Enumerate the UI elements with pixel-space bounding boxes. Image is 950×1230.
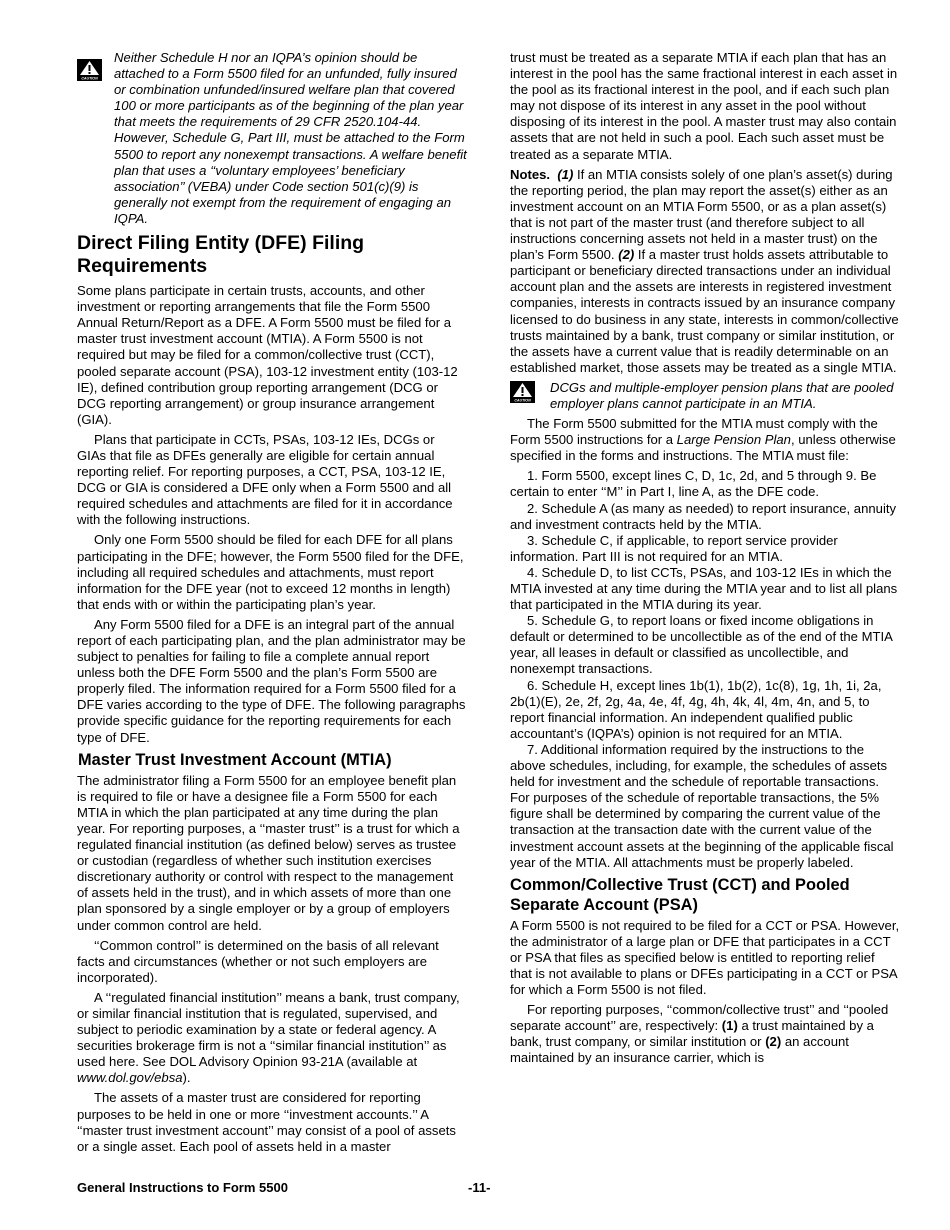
mtia-paragraph-1: The administrator filing a Form 5500 for an employee benefit plan is required to file or have a designee file a Form 5500 for each MTIA in which the plan participated at any time during the plan year. For reporting purposes, a ‘‘master trust’’ is a trust for which a regulated financial institution (as defined below) serves as trustee or custodian (regardless of whether such institution exercises discretionary authority or control with respect to the management of assets held in the trust), and in which assets of more than one plan sponsored by a single employer or by a group of employers under common control are held.	[77, 772, 460, 933]
mtia-filing-list	[510, 468, 900, 870]
caution-text: Neither Schedule H nor an IQPA’s opinion should be attached to a Form 5500 filed for an unfunded, fully insured or combination unfunded/insured welfare plan that covered 100 or more participants as of the beginning of the plan year that meets the requirements of 29 CFR 2520.104-44. However, Schedule G, Part III, must be attached to the Form 5500 to report any nonexempt transactions. A welfare benefit plan that uses a ‘‘voluntary employees’ beneficiary association’’ (VEBA) under Code section 501(c)(9) is generally not exempt from the requirement of engaging an IQPA.	[114, 50, 467, 226]
cct-paragraph-1: A Form 5500 is not required to be filed for a CCT or PSA. However, the administrator of a large plan or DFE that participates in a CCT or PSA that files as specified below is entitled to reporting relief that is not available to plans or DFEs participating in a CCT or PSA for which a Form 5500 is not filed.	[510, 917, 900, 998]
left-column	[77, 50, 467, 1159]
mtia-p3-text-a: A ‘‘regulated financial institution’’ means a bank, trust company, or similar financial institution that is regulated, supervised, and subject to periodic examination by a state or federal agency. A securities brokerage firm is not a ‘‘similar financial institution’’ as used here. See DOL Advisory Opinion 93-21A (available at	[77, 989, 460, 1070]
caution-note	[77, 50, 467, 227]
list-item: 6. Schedule H, except lines 1b(1), 1b(2), 1c(8), 1g, 1h, 1i, 2a, 2b(1)(E), 2e, 2f, 2g, 4a, 4e, 4f, 4g, 4h, 4k, 4l, 4m, 4n, and 5, to report financial information. An independent qualified public accountant’s (IQPA’s) opinion is not required for an MTIA.	[510, 677, 882, 741]
mtia-req-italic: Large Pension Plan	[676, 432, 791, 448]
mtia-p3-text-b: ).	[182, 1070, 191, 1086]
list-item: 1. Form 5500, except lines C, D, 1c, 2d, and 5 through 9. Be certain to enter ‘‘M’’ in Part I, line A, as the DFE code.	[510, 468, 877, 500]
mtia-requirements	[510, 416, 900, 464]
dfe-paragraph-4: Any Form 5500 filed for a DFE is an integral part of the annual report of each participating plan, and the plan administrator may be subject to penalties for failing to file a complete annual report unless both the DFE Form 5500 and the plan’s Form 5500 are properly filed. The information required for a Form 5500 filed for a DFE varies according to the type of DFE. The following paragraphs provide specific guidance for the reporting requirements for each type of DFE.	[77, 616, 466, 745]
mtia-paragraph-2: ‘‘Common control’’ is determined on the basis of all relevant facts and circumstances (whether or not such employers are incorporated).	[77, 937, 439, 985]
cct-p2-text-c: an account maintained by an insurance carrier, which is	[510, 1034, 849, 1066]
caution-label-2: CAUTION	[514, 398, 531, 403]
dfe-paragraph-2: Plans that participate in CCTs, PSAs, 103-12 IEs, DCGs or GIAs that file as DFEs generally are eligible for certain annual reporting relief. For reporting purposes, a CCT, PSA, 103-12 IE, DCG or GIA is considered a DFE only when a Form 5500 and all required schedules and attachments are filed for it in accordance with the following instructions.	[77, 431, 453, 528]
caution-icon	[510, 381, 535, 403]
right-column	[510, 50, 900, 1071]
cct-paragraph-2	[510, 1002, 900, 1066]
dfe-paragraph-3: Only one Form 5500 should be filed for each DFE for all plans participating in the DFE; however, the Form 5500 filed for the DFE, including all required schedules and attachments, must report information for the DFE year (not to exceed 12 months in length) that ends with or within the participating plan’s year.	[77, 532, 464, 612]
cct-p2-text-a: For reporting purposes, ‘‘common/collective trust’’ and ‘‘pooled separate account’’ are, respectively:	[510, 1002, 889, 1034]
mtia-req-text-b: , unless otherwise specified in the forms and instructions. The MTIA must file:	[510, 432, 896, 464]
dol-website-link[interactable]: www.dol.gov/ebsa	[77, 1070, 183, 1086]
footer-title: General Instructions to Form 5500	[77, 1180, 288, 1195]
notes-number-2: (2)	[618, 247, 635, 263]
notes-text-2: If a master trust holds assets attributable to participant or beneficiary directed transactions under an individual account plan and the assets are interests in registered investment companies, interests in contracts issued by an insurance company licensed to do business in any state, interests in common/collective trusts maintained by a bank, trust company or similar institution, or the assets have a current value that is readily determinable on an established market, those assets may be treated as a single MTIA.	[510, 247, 899, 375]
caution-icon	[77, 59, 102, 81]
cct-heading: Common/Collective Trust (CCT) and Pooled Separate Account (PSA)	[510, 875, 850, 914]
dfe-heading: Direct Filing Entity (DFE) Filing Requirements	[77, 232, 365, 278]
list-item: 3. Schedule C, if applicable, to report service provider information. Part III is not required for an MTIA.	[510, 532, 838, 564]
list-item: 5. Schedule G, to report loans or fixed income obligations in default or determined to be uncollectible as of the end of the MTIA year, all leases in default or classified as uncollectible, and nonexempt transactions.	[510, 613, 893, 677]
list-item: 4. Schedule D, to list CCTs, PSAs, and 103-12 IEs in which the MTIA invested at any time during the MTIA year and to list all plans that participated in the MTIA during its year.	[510, 564, 898, 613]
caution-note-2	[510, 380, 900, 412]
dfe-paragraph-1: Some plans participate in certain trusts, accounts, and other investment or reporting arrangements that file the Form 5500 Annual Return/Report as a DFE. A Form 5500 must be filed for a master trust investment account (MTIA). A Form 5500 is not required but may be filed for a common/collective trust (CCT), pooled separate account (PSA), 103-12 investment entity (103-12 IE), defined contribution group reporting arrangement (DCG or DCG reporting arrangement) or group insurance arrangement (GIA).	[77, 283, 458, 427]
continued-paragraph: trust must be treated as a separate MTIA if each plan that has an interest in the pool has the same fractional interest in each asset in the pool as its fractional interest in the pool, and if each such plan may not dispose of its interest in any asset in the pool without disposing of its interest in the pool. A master trust may also contain assets that are not held in such a pool. Each such asset must be treated as a separate MTIA.	[510, 50, 898, 162]
cct-p2-text-b: a trust maintained by a bank, trust company, or similar institution or	[510, 1018, 874, 1050]
caution-label: CAUTION	[81, 76, 98, 81]
cct-p2-number-1: (1)	[721, 1018, 738, 1034]
list-item: 2. Schedule A (as many as needed) to report insurance, annuity and investment contracts held by the MTIA.	[510, 500, 897, 532]
list-item: 7. Additional information required by the instructions to the above schedules, including, for example, the schedules of assets held for investment and the schedule of reportable transactions. For purposes of the schedule of reportable transactions, the 5% figure shall be determined by comparing the current value of the transaction at the transaction date with the current value of the investment account assets at the beginning of the applicable fiscal year of the MTIA. All attachments must be properly labeled.	[510, 741, 894, 870]
mtia-paragraph-4: The assets of a master trust are considered for reporting purposes to be held in one or more ‘‘investment accounts.’’ A ‘‘master trust investment account’’ may consist of a pool of assets or a single asset. Each pool of assets held in a master	[77, 1090, 456, 1154]
caution-text-2: DCGs and multiple-employer pension plans that are pooled employer plans cannot participate in an MTIA.	[550, 379, 894, 411]
notes-paragraph	[510, 167, 900, 376]
mtia-req-text-a: The Form 5500 submitted for the MTIA must comply with the Form 5500 instructions for a	[510, 416, 878, 448]
notes-number-1: (1)	[557, 166, 574, 182]
page-number: -11-	[468, 1180, 491, 1195]
notes-label: Notes.	[510, 166, 551, 182]
cct-p2-number-2: (2)	[765, 1034, 782, 1050]
mtia-paragraph-3	[77, 990, 467, 1087]
mtia-heading: Master Trust Investment Account (MTIA)	[78, 750, 392, 769]
notes-text-1: If an MTIA consists solely of one plan’s asset(s) during the reporting period, the plan may report the asset(s) either as an investment account on an MTIA Form 5500, or as a plan asset(s) that is not part of the master trust (and therefore subject to all instructions concerning assets not held in a master trust) on the plan’s Form 5500.	[510, 166, 893, 263]
